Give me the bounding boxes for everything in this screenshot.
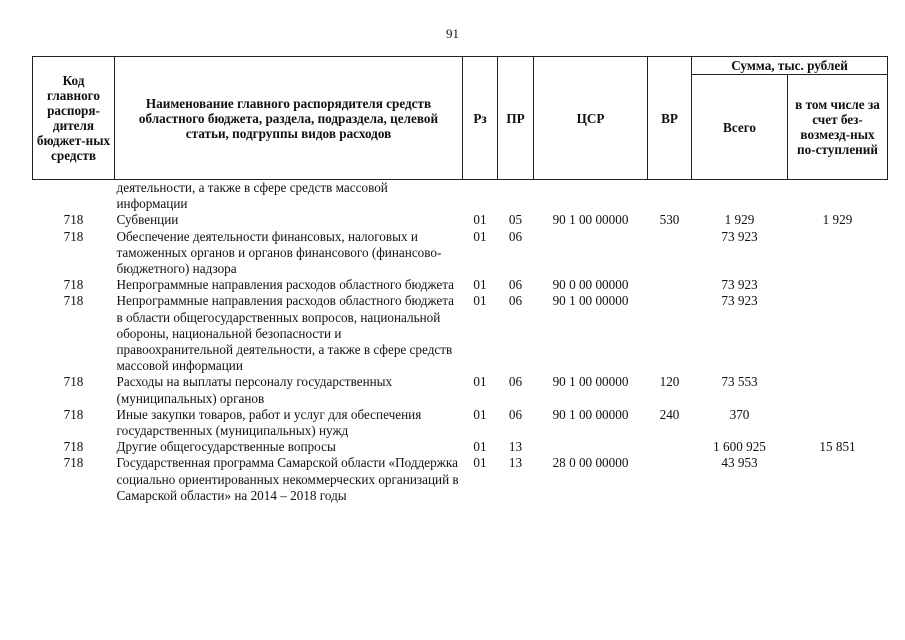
cell-vr: 530 bbox=[659, 212, 680, 228]
cell-csr: 28 0 00 00000 bbox=[552, 455, 629, 471]
cell-vr bbox=[648, 293, 692, 374]
cell-extra bbox=[788, 229, 888, 278]
header-pr: ПР bbox=[498, 57, 534, 180]
cell-pr: 06 bbox=[508, 228, 523, 244]
cell-extra: 1 929 bbox=[822, 212, 853, 228]
header-rz: Рз bbox=[463, 57, 498, 180]
cell-total: 43 953 bbox=[721, 455, 758, 471]
cell-rz: 01 bbox=[473, 293, 487, 309]
cell-name: Государственная программа Самарской области «Поддержка социально ориентированных некоммерческих организаций в Самарской области» на 2014 – 2018 годы bbox=[116, 455, 459, 503]
cell-extra bbox=[788, 455, 888, 504]
table-body bbox=[33, 180, 888, 505]
budget-table bbox=[32, 56, 888, 504]
cell-rz: 01 bbox=[473, 212, 487, 228]
cell-vr bbox=[648, 277, 692, 293]
cell-extra bbox=[788, 407, 888, 439]
header-csr: ЦСР bbox=[534, 57, 648, 180]
cell-vr bbox=[648, 229, 692, 278]
cell-extra bbox=[788, 374, 888, 406]
cell-total: 73 553 bbox=[721, 374, 758, 390]
table-row bbox=[33, 229, 888, 278]
cell-pr bbox=[498, 180, 534, 213]
cell-name: деятельности, а также в сфере средств массовой информации bbox=[116, 180, 388, 212]
cell-vr bbox=[648, 180, 692, 213]
cell-extra bbox=[788, 180, 888, 213]
cell-csr: 90 1 00 00000 bbox=[552, 374, 629, 390]
cell-total: 1 929 bbox=[724, 212, 755, 228]
cell-rz: 01 bbox=[473, 277, 487, 293]
cell-vr bbox=[648, 439, 692, 455]
cell-extra: 15 851 bbox=[819, 439, 856, 455]
cell-csr bbox=[534, 180, 648, 213]
cell-csr bbox=[534, 229, 648, 278]
cell-rz bbox=[463, 180, 498, 213]
cell-name: Другие общегосударственные вопросы bbox=[116, 439, 336, 455]
cell-pr: 06 bbox=[508, 293, 523, 309]
cell-csr: 90 0 00 00000 bbox=[552, 277, 629, 293]
cell-name: Расходы на выплаты персоналу государственных (муниципальных) органов bbox=[116, 374, 393, 406]
cell-code: 718 bbox=[63, 228, 84, 244]
header-extra: в том числе за счет без-возмезд-ных по-ступлений bbox=[788, 75, 888, 180]
cell-total: 73 923 bbox=[721, 228, 758, 244]
cell-pr: 13 bbox=[508, 439, 523, 455]
header-total: Всего bbox=[692, 75, 788, 180]
cell-rz: 01 bbox=[473, 228, 487, 244]
header-sum-group: Сумма, тыс. рублей bbox=[692, 57, 888, 75]
cell-name: Непрограммные направления расходов областного бюджета в области общегосударственных вопросов, национальной обороны, национальной безопасности и правоохранительной деятельности, а также в сфере средств массовой информации bbox=[116, 293, 455, 374]
cell-extra bbox=[788, 293, 888, 374]
cell-code: 718 bbox=[63, 439, 84, 455]
cell-total: 1 600 925 bbox=[713, 439, 766, 455]
cell-pr: 13 bbox=[508, 455, 523, 471]
cell-total: 370 bbox=[729, 406, 750, 422]
cell-pr: 06 bbox=[508, 406, 523, 422]
cell-csr: 90 1 00 00000 bbox=[552, 293, 629, 309]
cell-pr: 05 bbox=[508, 212, 523, 228]
cell-rz: 01 bbox=[473, 374, 487, 390]
cell-code: 718 bbox=[63, 406, 84, 422]
cell-total: 73 923 bbox=[721, 277, 758, 293]
cell-total: 73 923 bbox=[721, 293, 758, 309]
cell-name: Обеспечение деятельности финансовых, налоговых и таможенных органов и органов финансового (финансово-бюджетного) надзора bbox=[116, 228, 442, 277]
header-name: Наименование главного распорядителя средств областного бюджета, раздела, подраздела, целевой статьи, подгруппы видов расходов bbox=[115, 57, 463, 180]
table-row bbox=[33, 180, 888, 213]
table-row bbox=[33, 212, 888, 228]
table-row bbox=[33, 407, 888, 439]
cell-csr: 90 1 00 00000 bbox=[552, 406, 629, 422]
cell-rz: 01 bbox=[473, 455, 487, 471]
table-row bbox=[33, 455, 888, 504]
page-number: 91 bbox=[446, 26, 459, 41]
table-row bbox=[33, 277, 888, 293]
cell-pr: 06 bbox=[508, 374, 523, 390]
cell-name: Субвенции bbox=[116, 212, 179, 228]
table-row bbox=[33, 374, 888, 406]
cell-code: 718 bbox=[63, 374, 84, 390]
cell-code: 718 bbox=[63, 293, 84, 309]
cell-name: Непрограммные направления расходов областного бюджета bbox=[116, 277, 455, 293]
cell-rz: 01 bbox=[473, 406, 487, 422]
cell-name: Иные закупки товаров, работ и услуг для обеспечения государственных (муниципальных) нужд bbox=[116, 406, 422, 439]
cell-code bbox=[33, 180, 115, 213]
cell-pr: 06 bbox=[508, 277, 523, 293]
header-vr: ВР bbox=[648, 57, 692, 180]
cell-vr bbox=[648, 455, 692, 504]
cell-code: 718 bbox=[63, 212, 84, 228]
cell-total bbox=[692, 180, 788, 213]
cell-code: 718 bbox=[63, 455, 84, 471]
table-row bbox=[33, 293, 888, 374]
cell-vr: 240 bbox=[659, 406, 680, 422]
cell-extra bbox=[788, 277, 888, 293]
cell-csr: 90 1 00 00000 bbox=[552, 212, 629, 228]
table-row bbox=[33, 439, 888, 455]
header-code: Код главного распоря-дителя бюджет-ных средств bbox=[33, 57, 115, 180]
cell-csr bbox=[534, 439, 648, 455]
cell-vr: 120 bbox=[659, 374, 680, 390]
cell-code: 718 bbox=[63, 277, 84, 293]
cell-rz: 01 bbox=[473, 439, 487, 455]
